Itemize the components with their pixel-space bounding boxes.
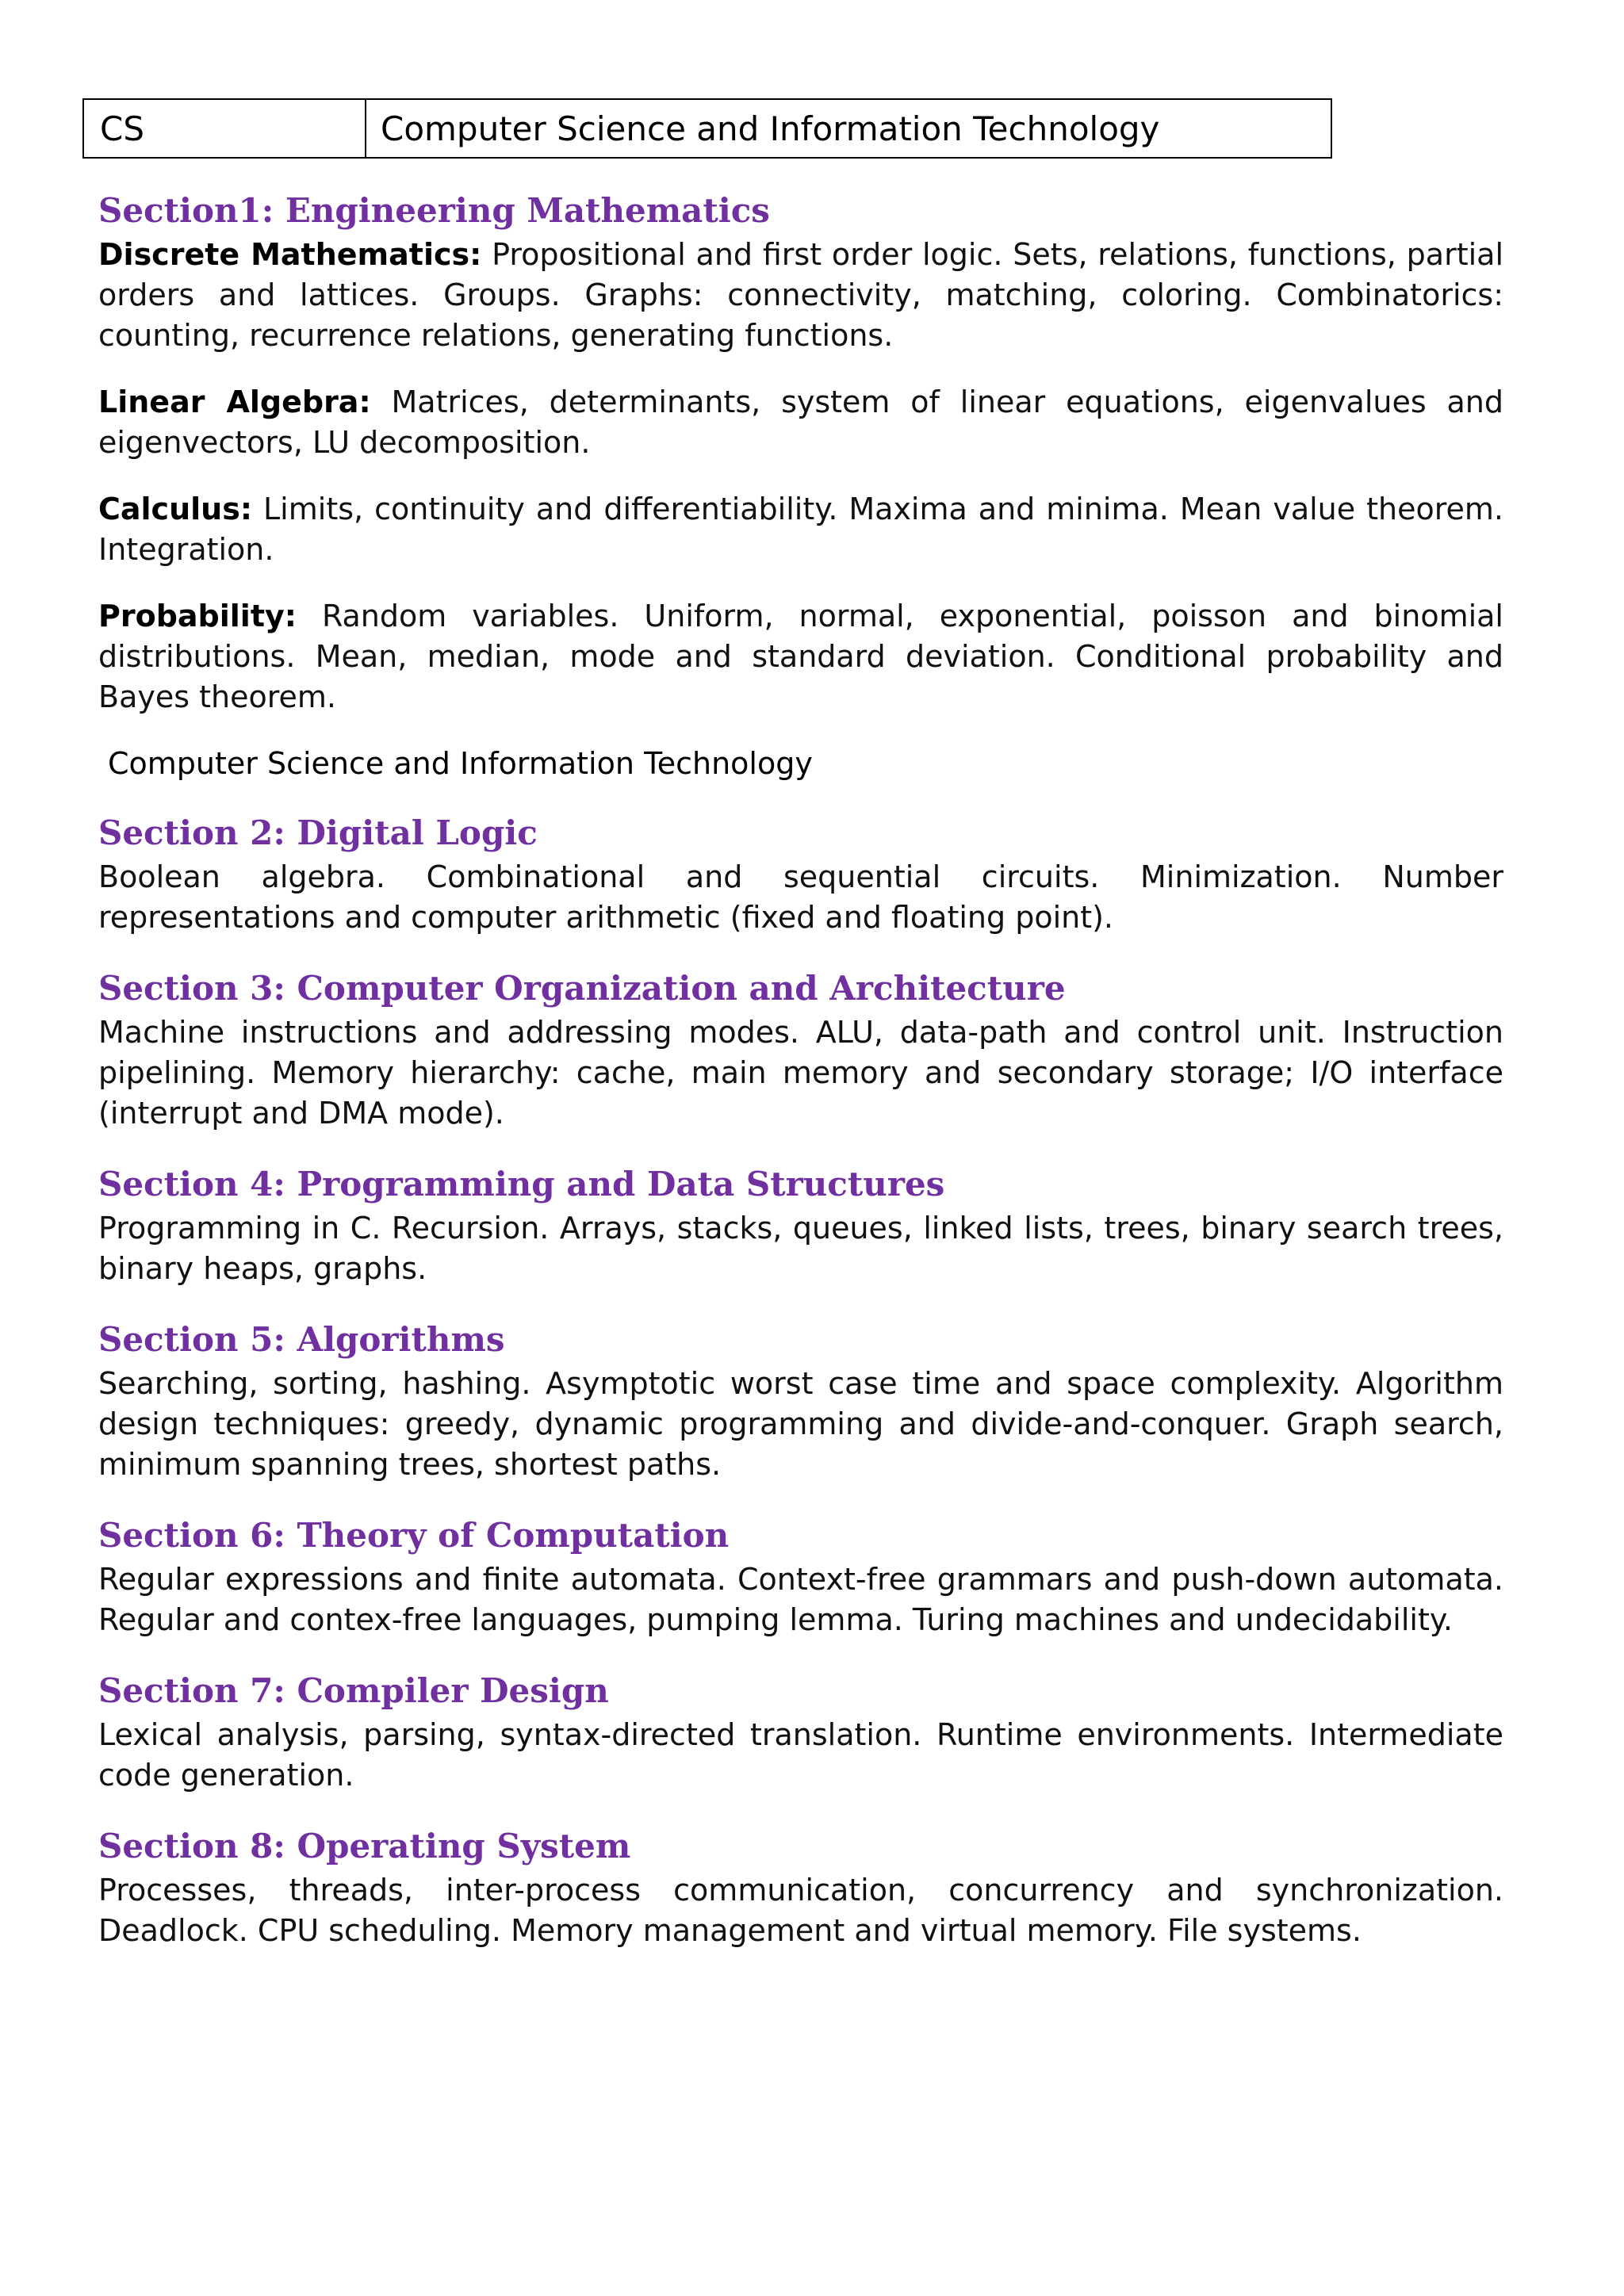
section-4-text: Programming in C. Recursion. Arrays, stacks, queues, linked lists, trees, binary search trees, binary heaps, graphs. — [98, 1211, 1503, 1286]
topic-linear-algebra — [98, 382, 1503, 463]
section-7-text: Lexical analysis, parsing, syntax-directed translation. Runtime environments. Intermediate code generation. — [98, 1717, 1503, 1793]
topic-discrete-mathematics — [98, 235, 1503, 356]
section-6-text: Regular expressions and finite automata. Context-free grammars and push-down automata. Regular and contex-free languages, pumping lemma. Turing machines and undecidability. — [98, 1562, 1503, 1637]
document-page — [98, 98, 1503, 1951]
topic-probability — [98, 596, 1503, 718]
section-5-title: Section 5: Algorithms — [98, 1320, 505, 1359]
section-8-title: Section 8: Operating System — [98, 1827, 631, 1866]
subject-subheading: Computer Science and Information Technology — [108, 746, 813, 781]
topic-text: Limits, continuity and differentiability. Maxima and minima. Mean value theorem. Integration. — [98, 492, 1503, 567]
subject-code-cell: CS — [84, 100, 366, 157]
section-2-text: Boolean algebra. Combinational and sequential circuits. Minimization. Number representations and computer arithmetic (fixed and floating point). — [98, 859, 1503, 935]
section-3-title: Section 3: Computer Organization and Architecture — [98, 969, 1066, 1008]
topic-label: Discrete Mathematics: — [98, 237, 482, 272]
topic-calculus — [98, 489, 1503, 570]
topic-label: Linear Algebra: — [98, 385, 371, 419]
section-8-text: Processes, threads, inter-process communication, concurrency and synchronization. Deadlock. CPU scheduling. Memory management and virtual memory. File systems. — [98, 1873, 1503, 1948]
subject-name-cell: Computer Science and Information Technology — [381, 109, 1160, 148]
subject-header-table — [82, 98, 1332, 159]
section-7-title: Section 7: Compiler Design — [98, 1671, 609, 1710]
topic-text: Propositional and first order logic. Sets, relations, functions, partial orders and lattices. Groups. Graphs: connectivity, matching, coloring. Combinatorics: counting, recurrence relations, generating functions. — [98, 237, 1504, 353]
section-5-text: Searching, sorting, hashing. Asymptotic worst case time and space complexity. Algorithm design techniques: greedy, dynamic programming and divide-and-conquer. Graph search, minimum spanning trees, shortest paths. — [98, 1366, 1503, 1482]
section-1-title: Section1: Engineering Mathematics — [98, 191, 770, 230]
topic-text: Random variables. Uniform, normal, exponential, poisson and binomial distributions. Mean, median, mode and standard deviation. Conditional probability and Bayes theorem. — [98, 599, 1503, 714]
section-6-title: Section 6: Theory of Computation — [98, 1516, 730, 1555]
topic-label: Calculus: — [98, 492, 253, 526]
topic-text: Matrices, determinants, system of linear equations, eigenvalues and eigenvectors, LU decomposition. — [98, 385, 1503, 460]
section-4-title: Section 4: Programming and Data Structures — [98, 1165, 945, 1203]
section-2-title: Section 2: Digital Logic — [98, 813, 538, 852]
topic-label: Probability: — [98, 599, 297, 633]
section-3-text: Machine instructions and addressing modes. ALU, data-path and control unit. Instruction pipelining. Memory hierarchy: cache, main memory and secondary storage; I/O interface (interrupt and DMA mode). — [98, 1015, 1503, 1131]
